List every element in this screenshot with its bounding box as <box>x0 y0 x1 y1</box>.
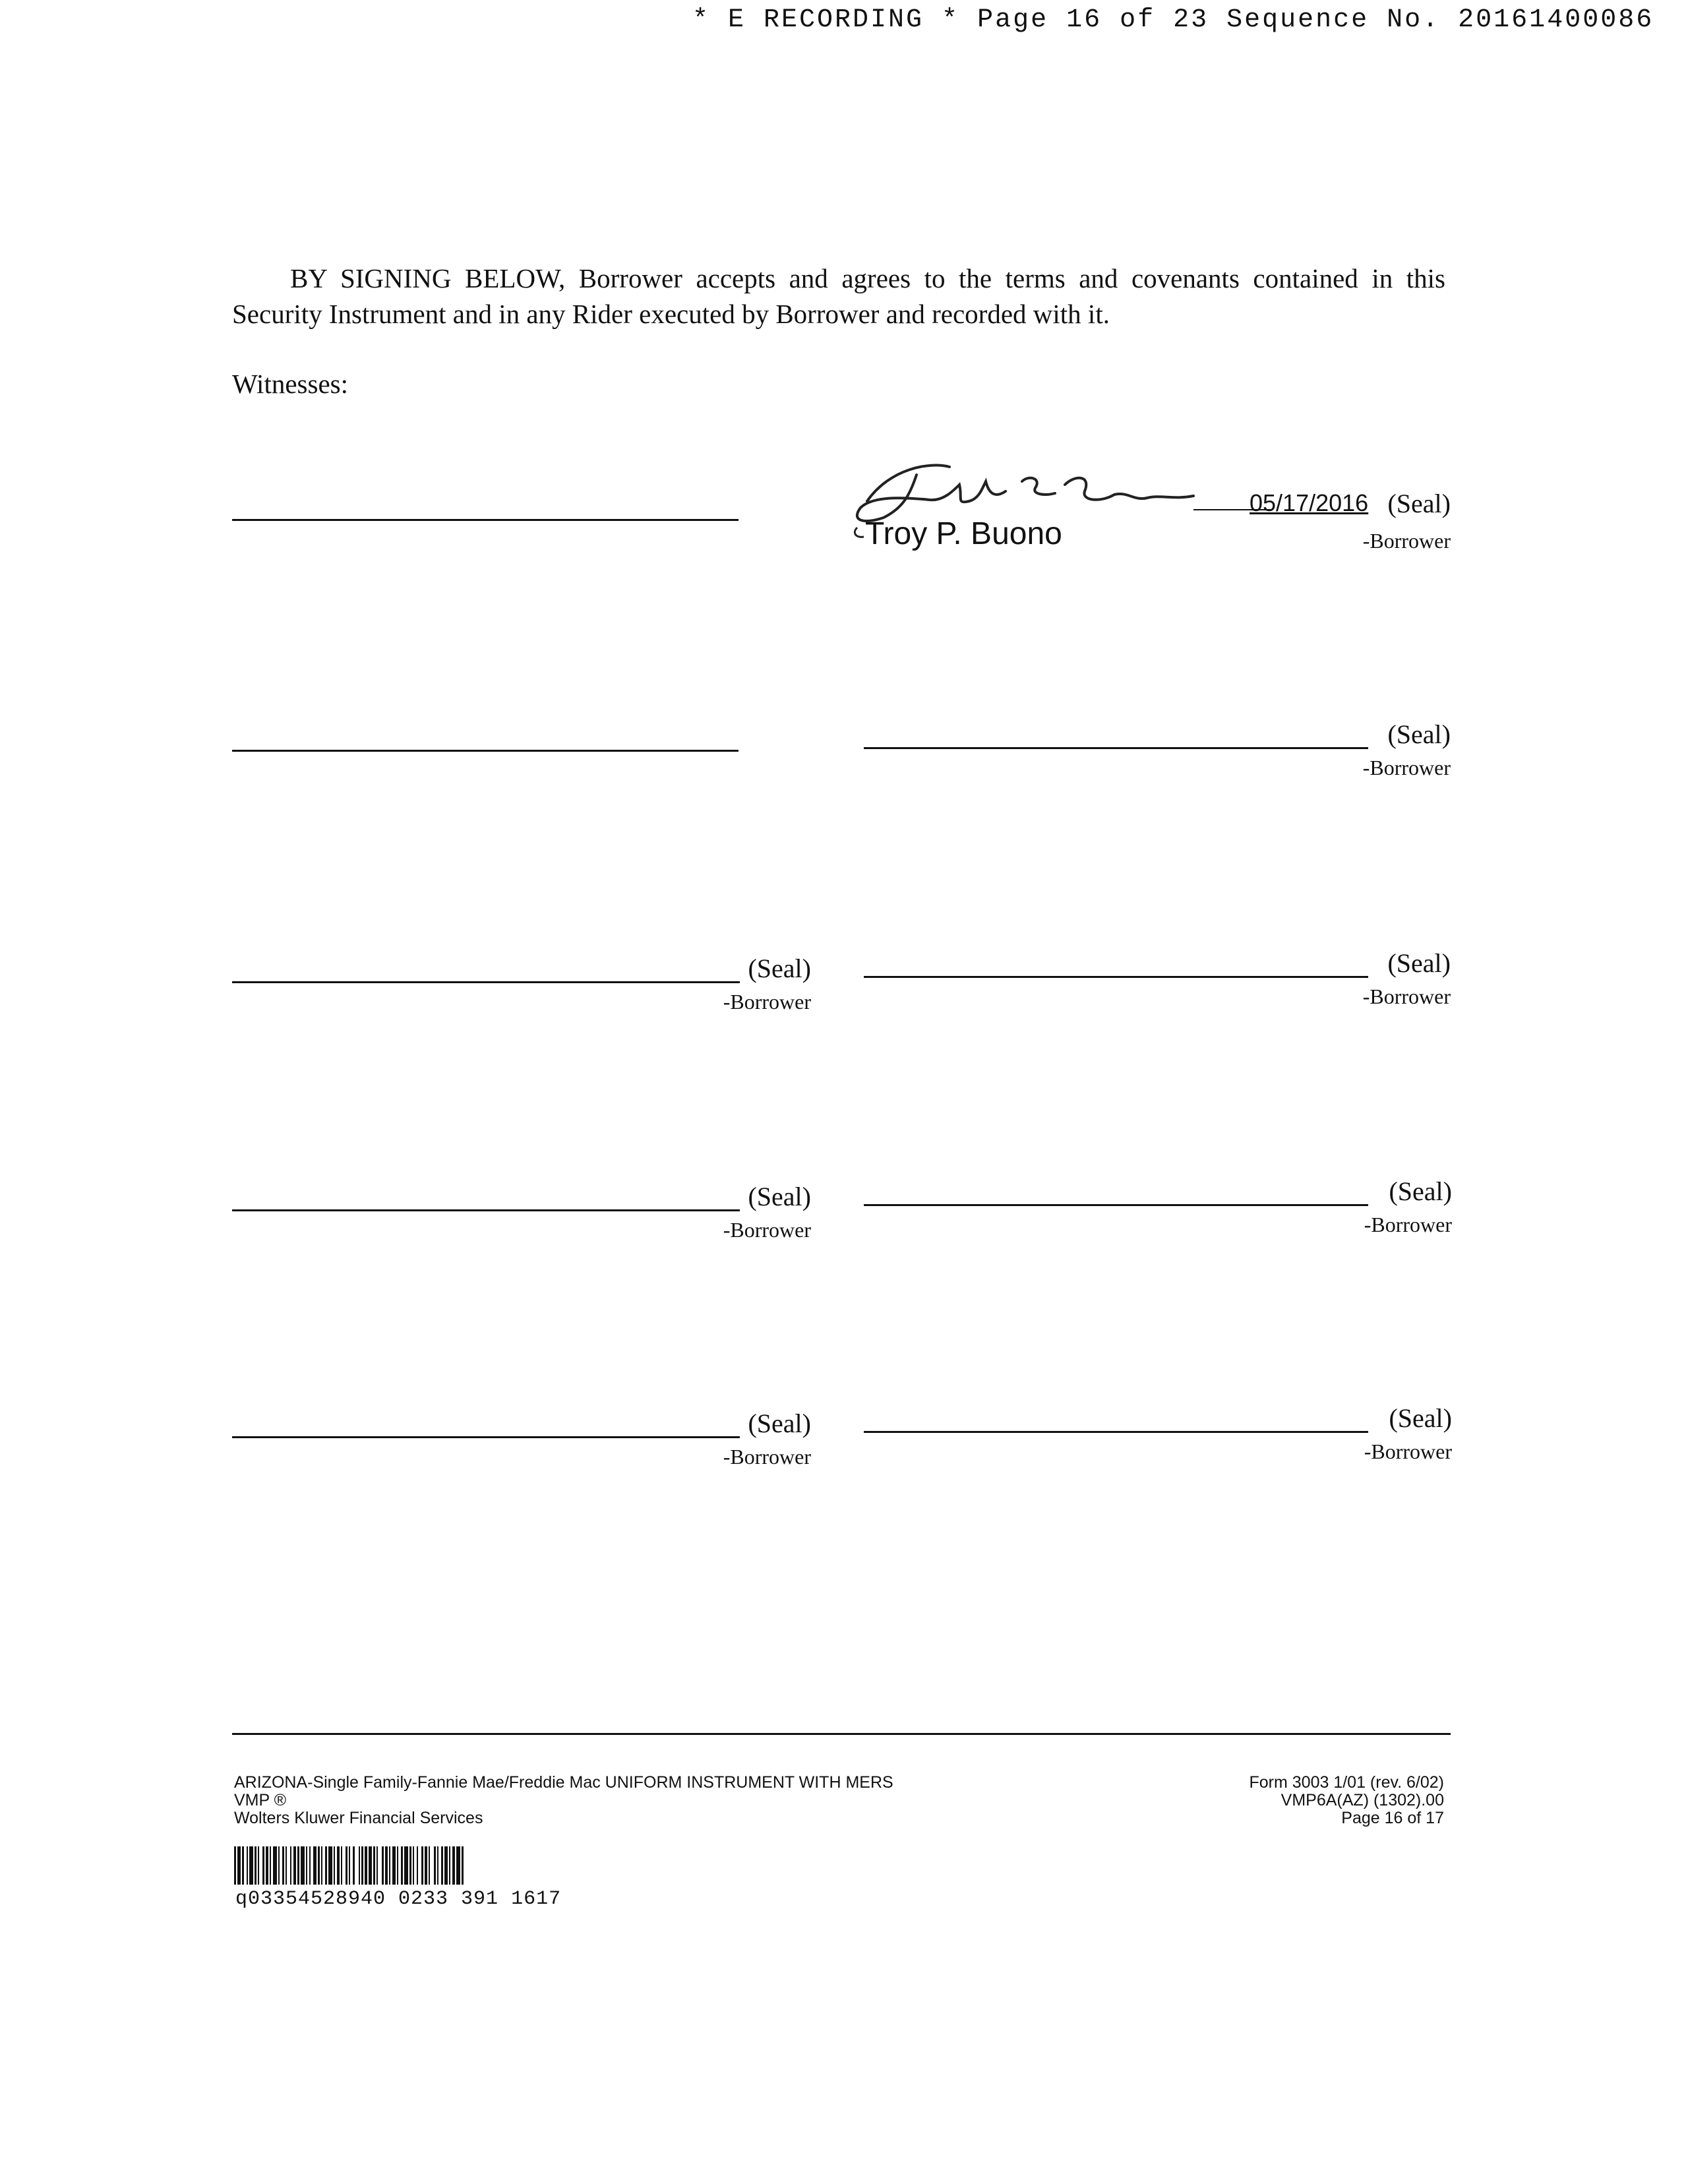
barcode-bar <box>341 1846 342 1885</box>
witnesses-label: Witnesses: <box>232 369 348 399</box>
barcode-bar <box>306 1846 307 1885</box>
borrower-signature-block-3 <box>232 953 811 1019</box>
barcode-bar <box>462 1846 464 1885</box>
barcode-bar <box>237 1846 241 1885</box>
barcode-number: q03354528940 0233 391 1617 <box>235 1888 562 1910</box>
barcode-bar <box>242 1846 244 1885</box>
seal-label: (Seal) <box>748 1409 811 1438</box>
borrower-role-label: -Borrower <box>723 1218 811 1242</box>
barcode-bar <box>444 1846 448 1885</box>
barcode-bar <box>255 1846 256 1885</box>
footer-divider <box>232 1733 1451 1735</box>
signature-line <box>232 1209 740 1211</box>
signing-statement-text: BY SIGNING BELOW, Borrower accepts and agrees to the terms and covenants contained in this Security Instrument and in any Rider executed by Borrower and recorded with it. <box>232 263 1445 329</box>
barcode-bar <box>334 1846 335 1885</box>
form-identification <box>234 1774 893 1827</box>
barcode-bar <box>429 1846 430 1885</box>
barcode-bar <box>234 1846 236 1885</box>
barcode-bar <box>369 1846 372 1885</box>
borrower-role-label: -Borrower <box>723 990 811 1014</box>
borrower-signature-block-1 <box>837 455 1451 561</box>
signature-line <box>864 1204 1368 1206</box>
barcode-bar <box>437 1846 438 1885</box>
barcode-bar <box>282 1846 284 1885</box>
signature-line <box>232 1436 740 1438</box>
witness-line-2 <box>232 750 738 752</box>
barcode-bar <box>409 1846 411 1885</box>
barcode-bar <box>321 1846 322 1885</box>
borrower-signature-block-7 <box>232 1408 811 1474</box>
barcode-bar <box>249 1846 253 1885</box>
witness-line-1 <box>232 519 738 521</box>
barcode-bar <box>413 1846 414 1885</box>
barcode-bar <box>266 1846 268 1885</box>
barcode-bar <box>425 1846 427 1885</box>
form-number: Form 3003 1/01 (rev. 6/02) <box>1249 1773 1444 1792</box>
barcode-bar <box>382 1846 384 1885</box>
barcode-bar <box>397 1846 398 1885</box>
barcode-bar <box>452 1846 455 1885</box>
seal-label: (Seal) <box>1387 948 1451 978</box>
barcode-bar <box>449 1846 450 1885</box>
borrower-signature-block-8 <box>864 1403 1452 1469</box>
barcode-bar <box>278 1846 280 1885</box>
borrower-signature-block-6 <box>864 1176 1452 1242</box>
barcode-bar <box>346 1846 347 1885</box>
barcode-bar <box>262 1846 264 1885</box>
barcode-bar <box>353 1846 355 1885</box>
seal-label: (Seal) <box>748 1182 811 1211</box>
borrower-signature-block-5 <box>232 1181 811 1247</box>
barcode-bar <box>270 1846 271 1885</box>
signature-line <box>232 981 740 983</box>
borrower-role-label: -Borrower <box>1364 1440 1452 1463</box>
seal-label: (Seal) <box>1387 719 1451 749</box>
barcode-bar <box>385 1846 388 1885</box>
barcode-bar <box>309 1846 311 1885</box>
barcode-bar <box>328 1846 332 1885</box>
seal-label: (Seal) <box>748 954 811 983</box>
recording-header: * E RECORDING * Page 16 of 23 Sequence No. 20161400086 <box>692 5 1654 35</box>
seal-label: (Seal) <box>1387 489 1451 518</box>
barcode-bar <box>404 1846 408 1885</box>
publisher-name: Wolters Kluwer Financial Services <box>234 1809 483 1827</box>
borrower-role-label: -Borrower <box>1362 756 1451 779</box>
signature-line <box>864 1431 1368 1433</box>
barcode-bar <box>286 1846 287 1885</box>
seal-label: (Seal) <box>1389 1176 1452 1206</box>
barcode-bar <box>325 1846 327 1885</box>
barcode-bar <box>359 1846 360 1885</box>
borrower-signature-block-2 <box>864 719 1451 785</box>
barcode-bar <box>293 1846 296 1885</box>
barcode-bar <box>361 1846 363 1885</box>
form-number-block <box>1249 1774 1444 1827</box>
vendor-mark: VMP ® <box>234 1791 287 1809</box>
barcode-bar <box>313 1846 316 1885</box>
borrower-role-label: -Borrower <box>1362 529 1451 553</box>
borrower-role-label: -Borrower <box>723 1445 811 1469</box>
signature-line <box>864 747 1368 749</box>
barcode-bar <box>337 1846 340 1885</box>
borrower-role-label: -Borrower <box>1362 985 1451 1008</box>
barcode-bar <box>258 1846 259 1885</box>
typed-borrower-name: Troy P. Buono <box>865 516 1062 551</box>
barcode-bar <box>318 1846 320 1885</box>
barcode-bar <box>290 1846 291 1885</box>
barcode-bar <box>349 1846 350 1885</box>
borrower-role-label: -Borrower <box>1364 1213 1452 1236</box>
barcode-bar <box>441 1846 443 1885</box>
barcode-bar <box>456 1846 460 1885</box>
barcode-bar <box>417 1846 418 1885</box>
signature-date: 05/17/2016 <box>1250 489 1369 516</box>
barcode-bar <box>421 1846 423 1885</box>
barcode-bar <box>373 1846 375 1885</box>
form-title: ARIZONA-Single Family-Fannie Mae/Freddie Mac UNIFORM INSTRUMENT WITH MERS <box>234 1773 893 1792</box>
signature-line <box>864 976 1368 978</box>
barcode-bar <box>273 1846 277 1885</box>
barcode-bar <box>401 1846 403 1885</box>
barcode-bar <box>392 1846 396 1885</box>
form-page-number: Page 16 of 17 <box>1341 1809 1444 1827</box>
barcode-bar <box>301 1846 305 1885</box>
barcode-bar <box>434 1846 436 1885</box>
seal-label: (Seal) <box>1389 1403 1452 1433</box>
barcode-bar <box>365 1846 367 1885</box>
barcode-bar <box>247 1846 248 1885</box>
borrower-signature-block-4 <box>864 948 1451 1014</box>
barcode-bar <box>377 1846 378 1885</box>
signing-statement <box>232 260 1445 332</box>
barcode-bar <box>389 1846 390 1885</box>
form-code: VMP6A(AZ) (1302).00 <box>1281 1791 1444 1809</box>
barcode-bar <box>297 1846 299 1885</box>
barcode <box>234 1846 709 1885</box>
